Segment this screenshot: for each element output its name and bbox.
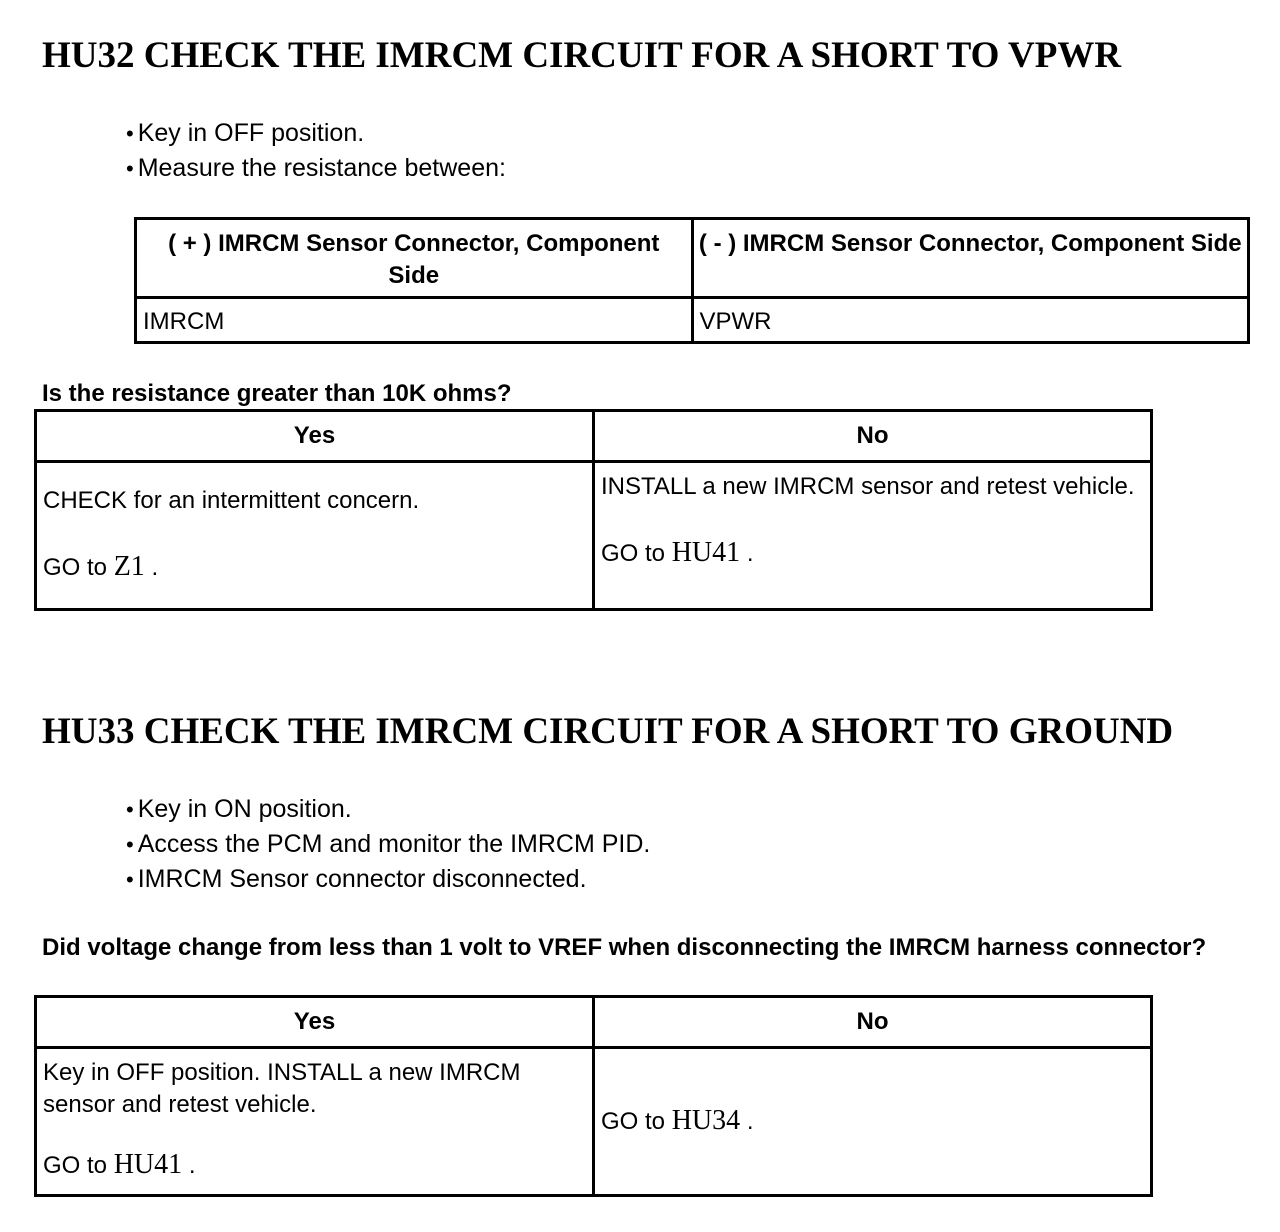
go-to-label: GO to: [43, 554, 108, 581]
step-list-hu33: [126, 792, 650, 897]
step-item: • Key in OFF position.: [126, 116, 506, 151]
yes-cell: [36, 462, 594, 610]
yes-header: Yes: [36, 411, 594, 462]
no-go-to: GO to HU34 .: [601, 1105, 754, 1136]
yes-cell: [36, 1048, 594, 1196]
yes-no-table-hu33: [34, 995, 1153, 1197]
yes-action-text: Key in OFF position. INSTALL a new IMRCM sensor and retest vehicle.: [43, 1059, 521, 1118]
yes-header: Yes: [36, 997, 594, 1048]
no-action-text: INSTALL a new IMRCM sensor and retest vehicle.: [601, 473, 1135, 500]
step-item: • IMRCM Sensor connector disconnected.: [126, 862, 650, 897]
go-to-link-hu34[interactable]: HU34: [671, 1105, 741, 1136]
measure-cell-positive: IMRCM: [136, 298, 693, 343]
go-to-label: GO to: [601, 1108, 666, 1135]
question-hu33: Did voltage change from less than 1 volt to VREF when disconnecting the IMRCM harness connector?: [42, 934, 1207, 961]
section-title-hu33: HU33 CHECK THE IMRCM CIRCUIT FOR A SHORT TO GROUND: [42, 711, 1174, 752]
yes-go-to: GO to HU41 .: [43, 1149, 196, 1180]
no-header: No: [594, 997, 1152, 1048]
measure-header-positive: ( + ) IMRCM Sensor Connector, Component Side: [136, 219, 693, 298]
go-to-label: GO to: [601, 540, 666, 567]
measure-table-hu32: [134, 217, 1250, 344]
go-to-label: GO to: [43, 1152, 108, 1179]
no-go-to: GO to HU41 .: [601, 537, 754, 568]
yes-action-text: CHECK for an intermittent concern.: [43, 487, 420, 514]
step-list-hu32: [126, 116, 506, 186]
step-item: • Measure the resistance between:: [126, 151, 506, 186]
no-header: No: [594, 411, 1152, 462]
step-item: • Key in ON position.: [126, 792, 650, 827]
measure-header-negative: ( - ) IMRCM Sensor Connector, Component Side: [692, 219, 1249, 298]
question-hu32: Is the resistance greater than 10K ohms?: [42, 380, 512, 407]
no-cell: [594, 1048, 1152, 1196]
go-to-link-hu41[interactable]: HU41: [113, 1149, 183, 1180]
step-item: • Access the PCM and monitor the IMRCM PID.: [126, 827, 650, 862]
no-cell: [594, 462, 1152, 610]
go-to-link-z1[interactable]: Z1: [113, 551, 145, 582]
go-to-link-hu41[interactable]: HU41: [671, 537, 741, 568]
section-title-hu32: HU32 CHECK THE IMRCM CIRCUIT FOR A SHORT TO VPWR: [42, 35, 1122, 76]
yes-go-to: GO to Z1 .: [43, 551, 159, 582]
measure-cell-negative: VPWR: [692, 298, 1249, 343]
yes-no-table-hu32: [34, 409, 1153, 611]
